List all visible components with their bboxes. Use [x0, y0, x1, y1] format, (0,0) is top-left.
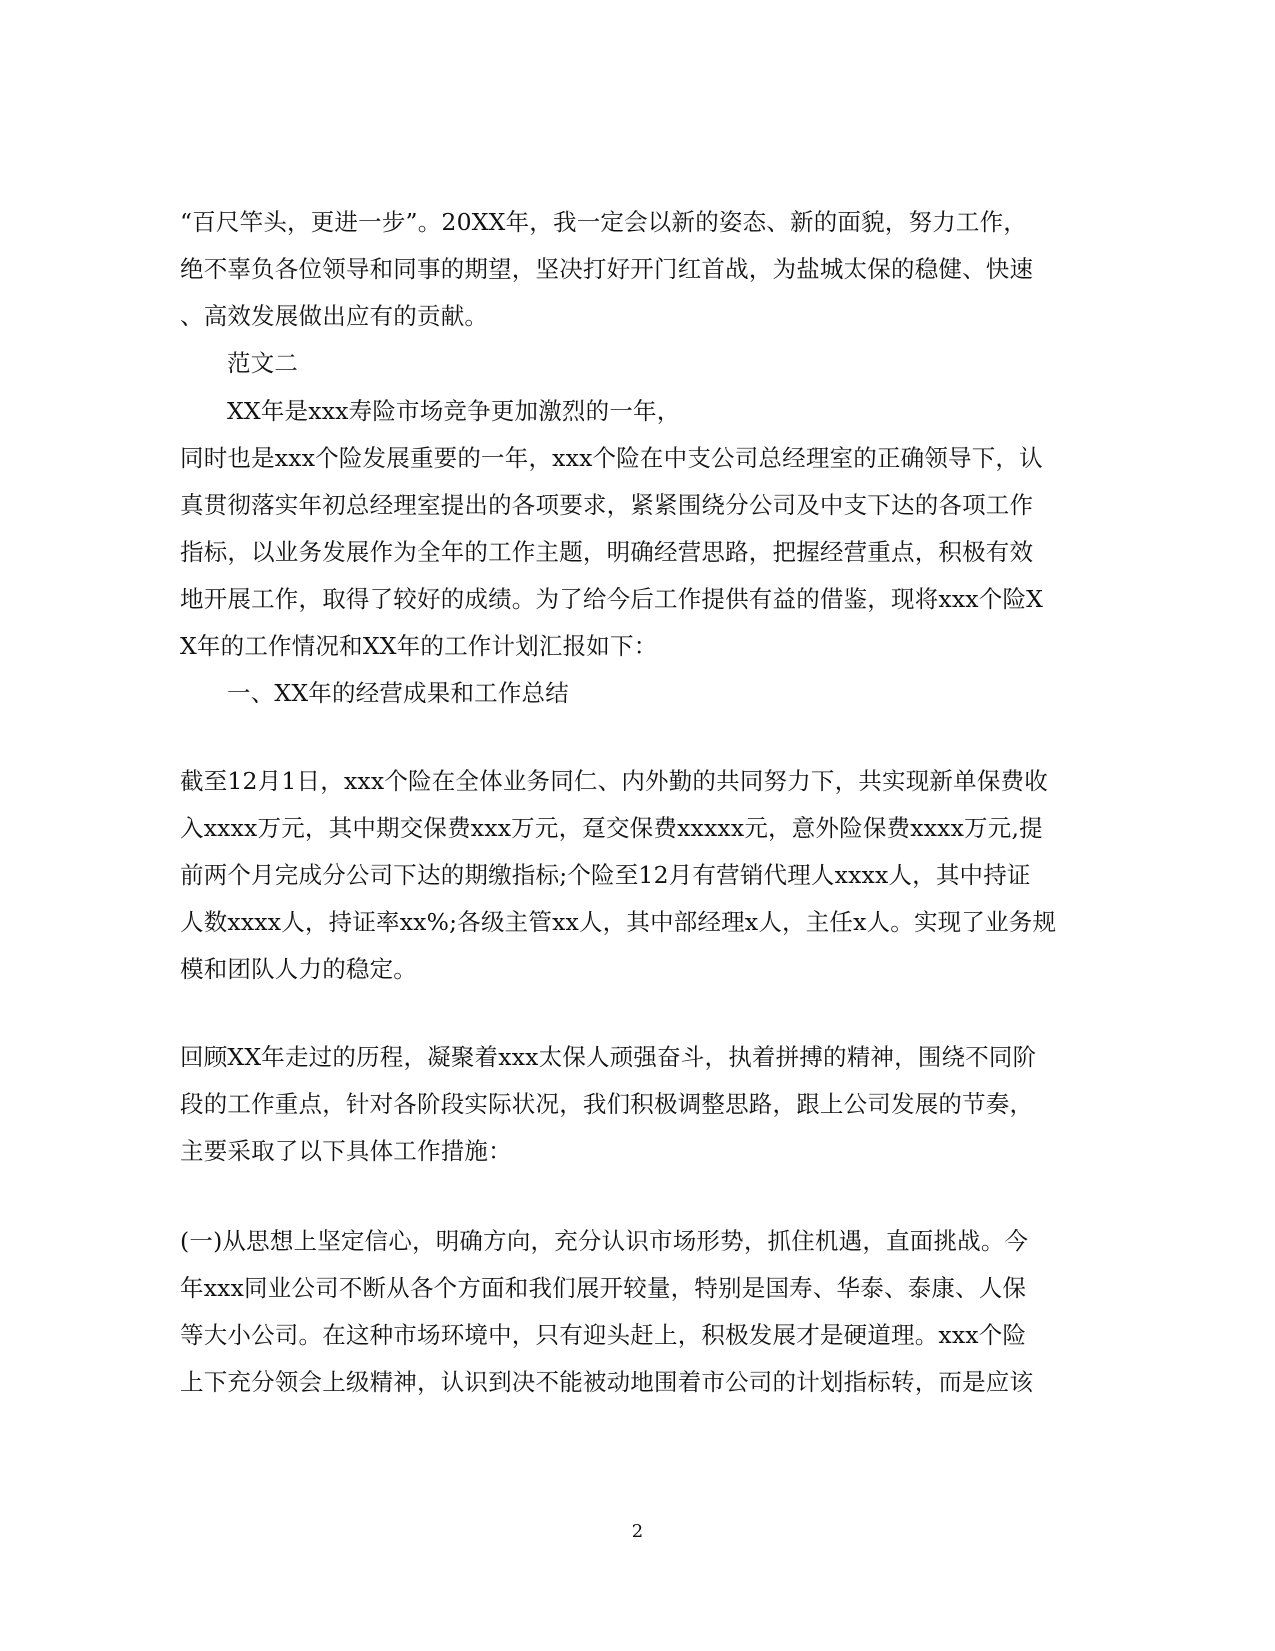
- paragraph-line: X年的工作情况和XX年的工作计划汇报如下：: [180, 632, 658, 660]
- section-heading: 一、XX年的经营成果和工作总结: [227, 679, 569, 707]
- paragraph-line: 年xxx同业公司不断从各个方面和我们展开较量，特别是国寿、华泰、泰康、人保: [180, 1274, 1027, 1302]
- paragraph-line: 入xxxx万元，其中期交保费xxx万元，趸交保费xxxxx元，意外险保费xxxx万元,提: [180, 814, 1043, 842]
- paragraph-line: 主要采取了以下具体工作措施：: [180, 1137, 512, 1165]
- paragraph-line: 地开展工作，取得了较好的成绩。为了给今后工作提供有益的借鉴，现将xxx个险X: [180, 585, 1044, 613]
- paragraph-line: 模和团队人力的稳定。: [180, 955, 417, 983]
- paragraph-line: XX年是xxx寿险市场竞争更加激烈的一年，: [227, 397, 681, 425]
- paragraph-line: 前两个月完成分公司下达的期缴指标;个险至12月有营销代理人xxxx人，其中持证: [180, 861, 1031, 889]
- paragraph-line: 人数xxxx人，持证率xx%;各级主管xx人，其中部经理x人，主任x人。实现了业务规: [180, 908, 1057, 936]
- section-heading: 范文二: [227, 349, 299, 377]
- paragraph-line: 上下充分领会上级精神，认识到决不能被动地围着市公司的计划指标转，而是应该: [180, 1368, 1034, 1396]
- paragraph-line: 段的工作重点，针对各阶段实际状况，我们积极调整思路，跟上公司发展的节奏，: [180, 1090, 1034, 1118]
- paragraph-line: (一)从思想上坚定信心，明确方向，充分认识市场形势，抓住机遇，直面挑战。今: [180, 1227, 1029, 1255]
- page-number: 2: [631, 1521, 644, 1542]
- paragraph-line: 真贯彻落实年初总经理室提出的各项要求，紧紧围绕分公司及中支下达的各项工作: [180, 491, 1034, 519]
- paragraph-line: 同时也是xxx个险发展重要的一年，xxx个险在中支公司总经理室的正确领导下，认: [180, 444, 1043, 472]
- paragraph-line: 回顾XX年走过的历程，凝聚着xxx太保人顽强奋斗，执着拼搏的精神，围绕不同阶: [180, 1043, 1037, 1071]
- paragraph-line: 截至12月1日，xxx个险在全体业务同仁、内外勤的共同努力下，共实现新单保费收: [180, 767, 1048, 795]
- paragraph-line: 绝不辜负各位领导和同事的期望，坚决打好开门红首战，为盐城太保的稳健、快速: [180, 255, 1034, 283]
- paragraph-line: 等大小公司。在这种市场环境中，只有迎头赶上，积极发展才是硬道理。xxx个险: [180, 1321, 1027, 1349]
- paragraph-line: 、高效发展做出应有的贡献。: [180, 302, 489, 330]
- paragraph-line: 指标，以业务发展作为全年的工作主题，明确经营思路，把握经营重点，积极有效: [180, 538, 1034, 566]
- paragraph-line: “百尺竿头，更进一步”。20XX年，我一定会以新的姿态、新的面貌，努力工作，: [180, 208, 1027, 236]
